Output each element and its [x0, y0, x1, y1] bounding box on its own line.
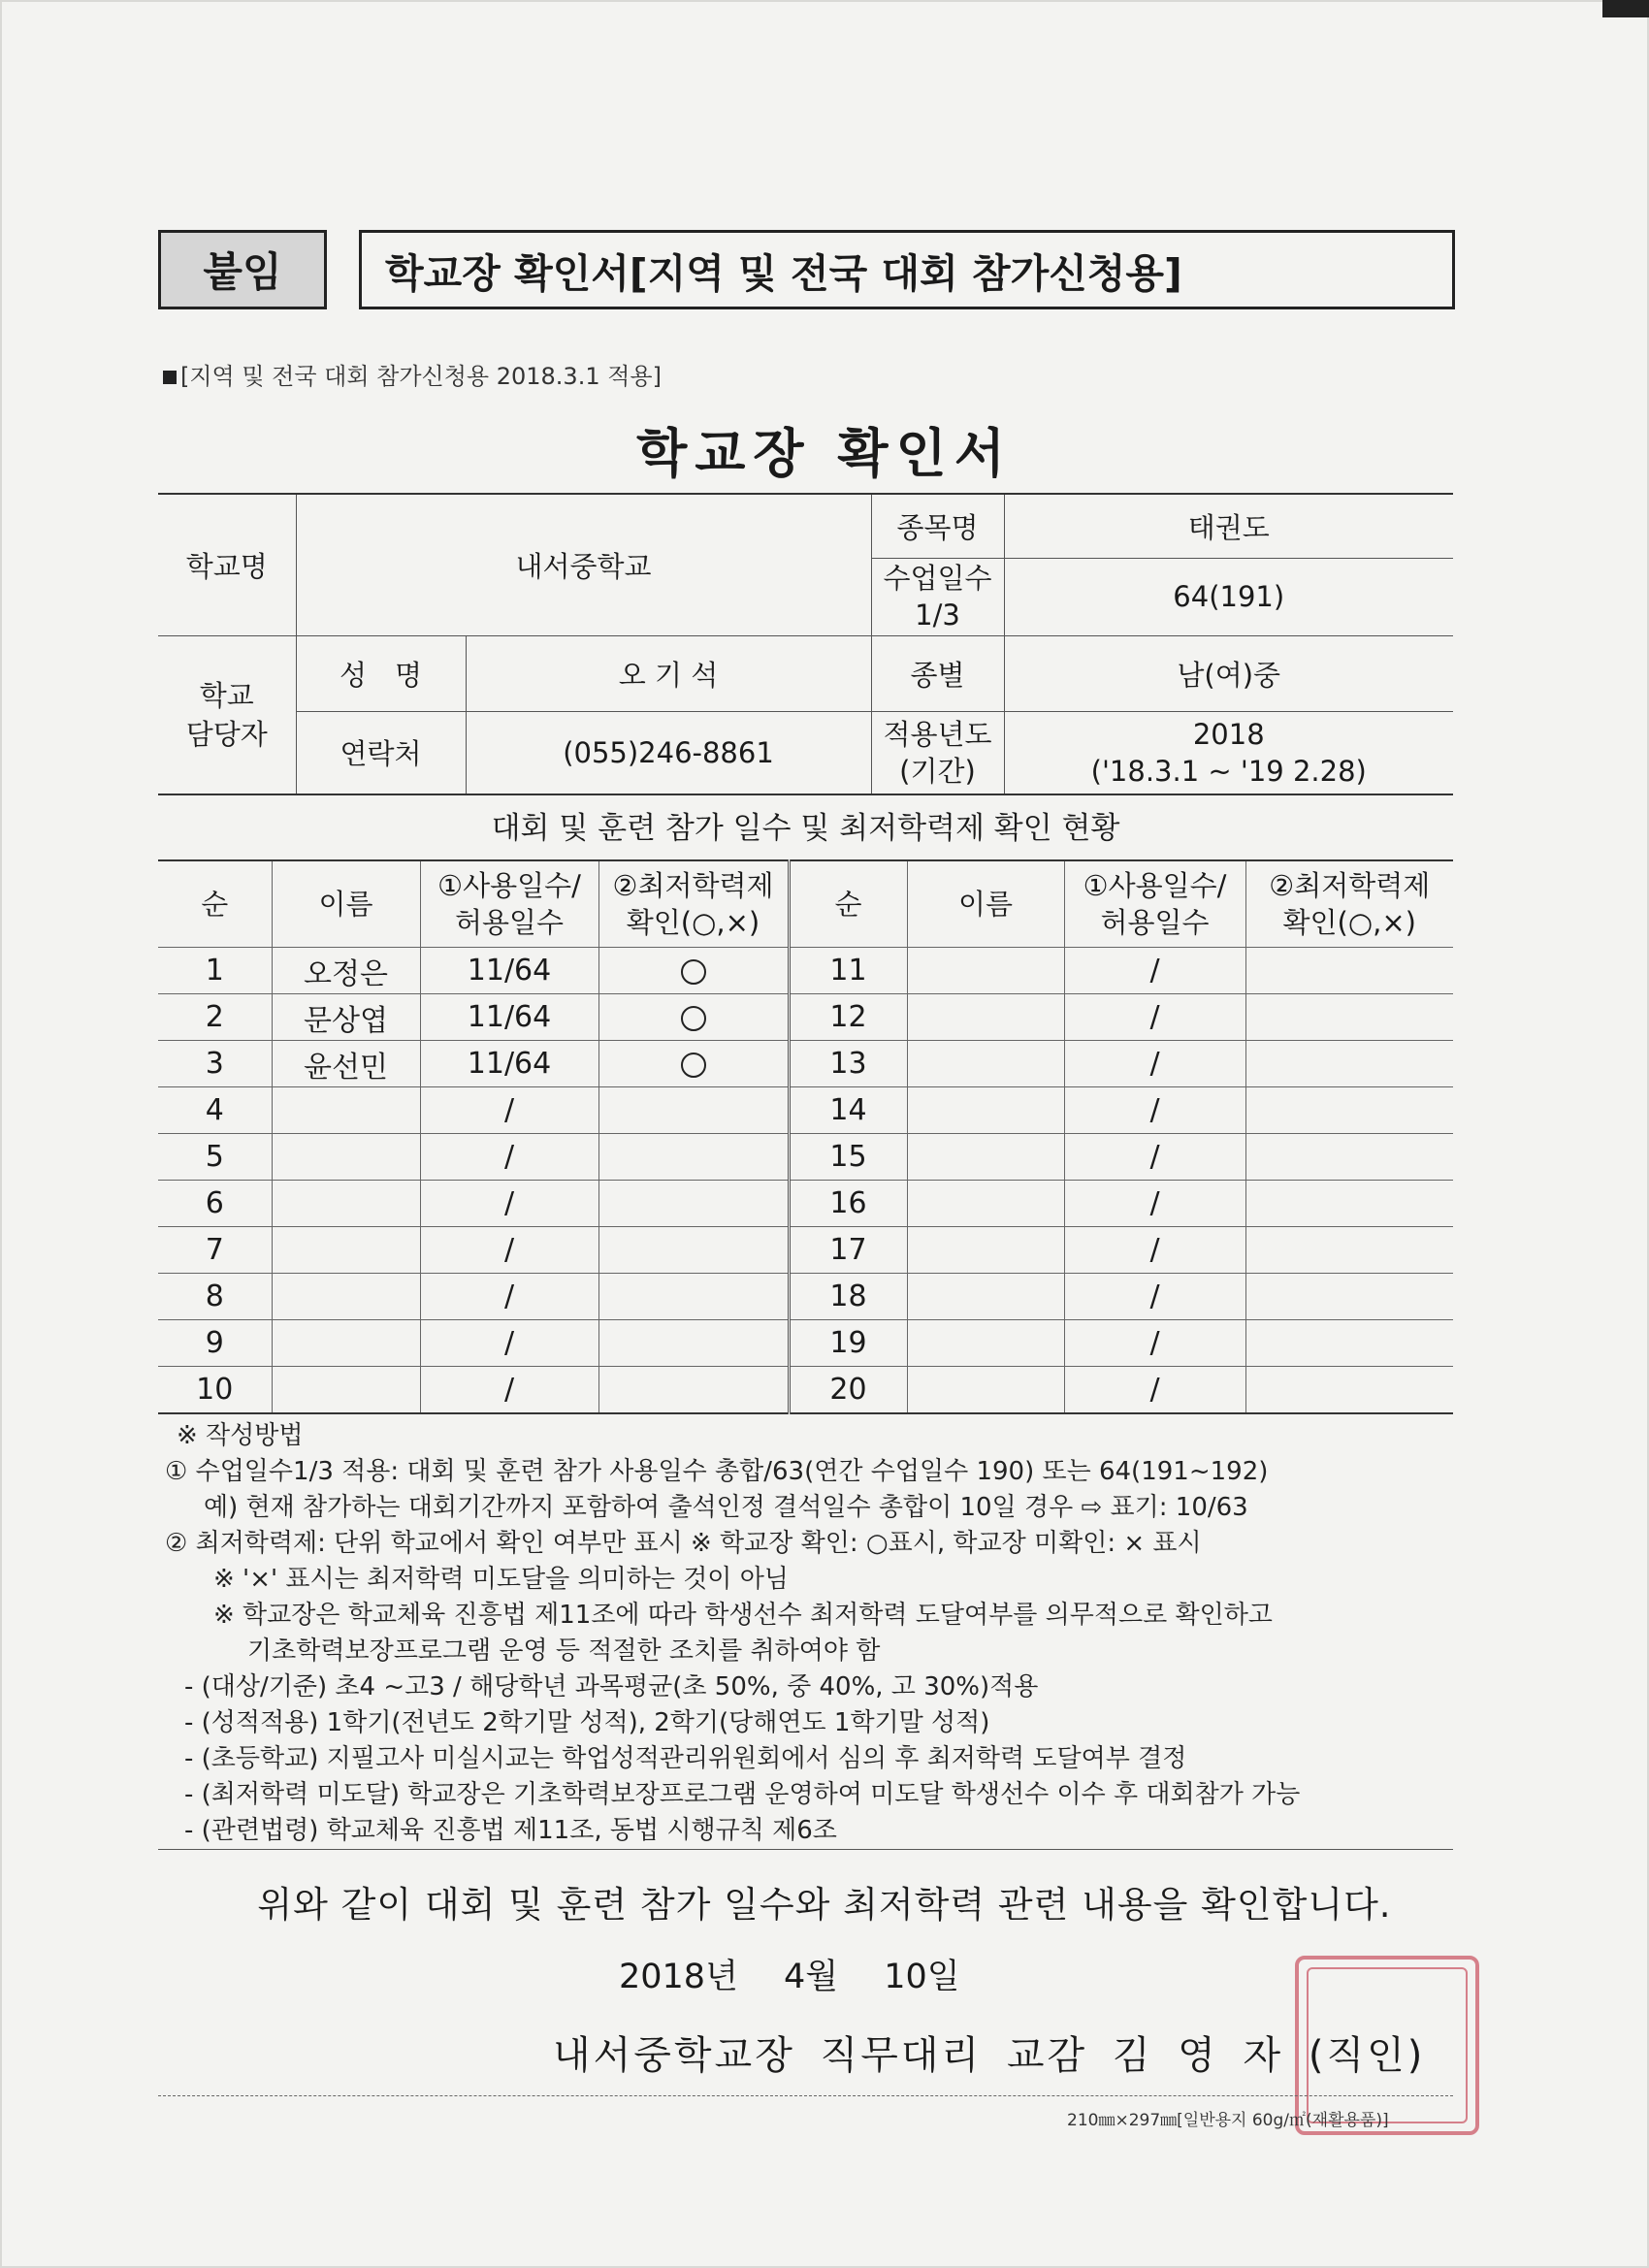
header-check-line2: 확인(○,×): [626, 906, 760, 939]
circle-check-icon: [681, 1053, 706, 1078]
attachment-tag: 붙임: [158, 230, 327, 309]
student-name-cell: [907, 1320, 1064, 1367]
days-used: /: [1149, 1186, 1160, 1220]
section-title: 대회 및 훈련 참가 일수 및 최저학력제 확인 현황: [491, 811, 1120, 846]
school-value: 내서중학교: [296, 494, 871, 635]
header-check-line1: ②최저학력제: [1269, 869, 1431, 902]
days-used: /: [1149, 1233, 1160, 1267]
min-academic-check-cell: [1245, 948, 1453, 994]
year-value: [1004, 711, 1453, 794]
days-used: /: [1149, 1093, 1160, 1127]
student-name: 오정은: [304, 956, 388, 991]
row-number: 19: [829, 1326, 867, 1360]
table-row: [158, 1087, 1453, 1134]
row-number: 9: [205, 1326, 224, 1360]
days-used: /: [503, 1233, 515, 1267]
days-used: /: [1149, 1000, 1160, 1034]
days-used-cell: [1064, 1134, 1245, 1181]
circle-check-icon: [681, 1006, 706, 1031]
note-item: ※ 학교장은 학교체육 진흥법 제11조에 따라 학생선수 최저학력 도달여부를 의무적으로 확인하고: [213, 1601, 1273, 1630]
row-number-cell: [158, 1041, 272, 1087]
row-number: 7: [205, 1233, 224, 1267]
instructions: [165, 1418, 1455, 1849]
note-item: 기초학력보장프로그램 운영 등 적절한 조치를 취하여야 함: [247, 1636, 881, 1666]
days-used-cell: [1064, 1041, 1245, 1087]
student-name-cell: [907, 994, 1064, 1041]
note-heading: ※ 작성방법: [177, 1421, 304, 1450]
days-used-cell: [1064, 1181, 1245, 1227]
days-used-cell: [420, 1227, 598, 1274]
contact-value: (055)246-8861: [466, 711, 871, 794]
min-academic-check-cell: [598, 1367, 789, 1414]
student-name-cell: [907, 948, 1064, 994]
row-number-cell: [789, 1367, 907, 1414]
min-academic-check-cell: [598, 1041, 789, 1087]
confirmation-statement: 위와 같이 대회 및 훈련 참가 일수와 최저학력 관련 내용을 확인합니다.: [257, 1884, 1392, 1926]
row-number: 6: [205, 1186, 224, 1220]
student-name-cell: [272, 1134, 420, 1181]
days-used-cell: [420, 1041, 598, 1087]
row-number: 10: [196, 1373, 234, 1407]
student-name-cell: [272, 1320, 420, 1367]
row-number-cell: [789, 1181, 907, 1227]
min-academic-check-cell: [598, 1134, 789, 1181]
year-label-line1: 적용년도: [883, 717, 992, 751]
square-bullet-icon: [163, 371, 177, 384]
row-number: 1: [205, 954, 224, 988]
days-used: /: [1149, 1280, 1160, 1313]
student-name-cell: [272, 948, 420, 994]
days-label-line1: 수업일수: [883, 562, 992, 595]
row-number-cell: [789, 1041, 907, 1087]
student-name-cell: [907, 1087, 1064, 1134]
note-item: 예) 현재 참가하는 대회기간까지 포함하여 출석인정 결석일수 총합이 10일 경우 ⇨ 표기: 10/63: [204, 1493, 1248, 1522]
row-number-cell: [158, 994, 272, 1041]
student-name-cell: [272, 1227, 420, 1274]
note-item: ※ '×' 표시는 최저학력 미도달을 의미하는 것이 아님: [213, 1565, 789, 1594]
note-item: - (초등학교) 지필고사 미실시교는 학업성적관리위원회에서 심의 후 최저학력 도달여부 결정: [184, 1744, 1187, 1773]
min-academic-check-cell: [598, 1181, 789, 1227]
days-label-line2: 1/3: [915, 599, 960, 632]
contact-label: 연락처: [296, 711, 466, 794]
gender-value: 남(여)중: [1004, 635, 1453, 711]
row-number-cell: [158, 1087, 272, 1134]
header-days-line2: 허용일수: [454, 906, 565, 939]
days-value: 64(191): [1004, 558, 1453, 635]
min-academic-check-cell: [1245, 994, 1453, 1041]
header-title: 학교장 확인서[지역 및 전국 대회 참가신청용]: [359, 230, 1455, 309]
days-used-cell: [1064, 948, 1245, 994]
row-number: 14: [829, 1093, 867, 1127]
header-days-line1: ①사용일수/: [1083, 869, 1227, 902]
note-item: - (성적적용) 1학기(전년도 2학기말 성적), 2학기(당해연도 1학기말 성적): [184, 1708, 990, 1737]
days-used: /: [503, 1373, 515, 1407]
gender-label: 종별: [871, 635, 1004, 711]
student-name-cell: [272, 1181, 420, 1227]
min-academic-check-cell: [598, 948, 789, 994]
year-label: [871, 711, 1004, 794]
row-number-cell: [789, 1087, 907, 1134]
min-academic-check-cell: [1245, 1087, 1453, 1134]
days-used-cell: [420, 1087, 598, 1134]
days-used: /: [503, 1326, 515, 1360]
row-number-cell: [158, 1320, 272, 1367]
student-name: 윤선민: [304, 1050, 388, 1085]
row-number-cell: [789, 948, 907, 994]
header-check-right: [1245, 860, 1453, 948]
name-value: 오 기 석: [466, 635, 871, 711]
days-used-cell: [420, 1181, 598, 1227]
min-academic-check-cell: [1245, 1227, 1453, 1274]
min-academic-check-cell: [598, 1320, 789, 1367]
student-name-cell: [907, 1041, 1064, 1087]
days-used: /: [1149, 1140, 1160, 1174]
staff-label: [158, 635, 296, 794]
table-row: [158, 1367, 1453, 1414]
min-academic-check-cell: [598, 1274, 789, 1320]
days-used-cell: [420, 1367, 598, 1414]
document-title: 학교장 확인서: [636, 423, 1013, 484]
days-label: [871, 558, 1004, 635]
student-name-cell: [907, 1134, 1064, 1181]
row-number-cell: [158, 948, 272, 994]
student-name-cell: [907, 1181, 1064, 1227]
student-name-cell: [272, 1087, 420, 1134]
days-used-cell: [1064, 994, 1245, 1041]
row-number-cell: [158, 1274, 272, 1320]
header-days-right: [1064, 860, 1245, 948]
table-row: [158, 1227, 1453, 1274]
row-number-cell: [789, 1227, 907, 1274]
table-row: [158, 1134, 1453, 1181]
student-name: 문상엽: [304, 1003, 388, 1038]
header-name-left: 이름: [272, 860, 420, 948]
header-no-left: 순: [158, 860, 272, 948]
scan-corner-mark: [1602, 0, 1649, 17]
student-name-cell: [907, 1367, 1064, 1414]
year-label-line2: (기간): [899, 754, 976, 788]
row-number: 4: [205, 1093, 224, 1127]
school-label: 학교명: [158, 494, 296, 635]
min-academic-check-cell: [1245, 1274, 1453, 1320]
note-item: - (최저학력 미도달) 학교장은 기초학력보장프로그램 운영하여 미도달 학생선수 이수 후 대회참가 가능: [184, 1780, 1301, 1809]
table-row: [158, 1181, 1453, 1227]
row-number-cell: [789, 994, 907, 1041]
header-days-line2: 허용일수: [1100, 906, 1210, 939]
info-table: [158, 493, 1453, 795]
header-name-right: 이름: [907, 860, 1064, 948]
min-academic-check-cell: [1245, 1367, 1453, 1414]
row-number: 20: [829, 1373, 867, 1407]
row-number: 8: [205, 1280, 224, 1313]
note-item: - (대상/기준) 초4 ~고3 / 해당학년 과목평균(초 50%, 중 40%, 고 30%)적용: [184, 1672, 1039, 1701]
row-number-cell: [158, 1134, 272, 1181]
issue-date: 2018년 4월 10일: [619, 1958, 960, 1996]
days-used-cell: [420, 948, 598, 994]
header-check-left: [598, 860, 789, 948]
days-used-cell: [1064, 1320, 1245, 1367]
days-used: /: [503, 1140, 515, 1174]
row-number: 17: [829, 1233, 867, 1267]
table-row: [158, 994, 1453, 1041]
table-row: [158, 1041, 1453, 1087]
year-value-line2: ('18.3.1 ~ '19 2.28): [1090, 754, 1367, 788]
notes-divider: [158, 1849, 1453, 1850]
days-used-cell: [420, 994, 598, 1041]
name-label: 성 명: [296, 635, 466, 711]
student-name-cell: [272, 1367, 420, 1414]
row-number-cell: [158, 1227, 272, 1274]
min-academic-check-cell: [598, 1087, 789, 1134]
sport-label: 종목명: [871, 494, 1004, 558]
days-used: 11/64: [467, 1047, 552, 1081]
table-row: [158, 1320, 1453, 1367]
header-check-line2: 확인(○,×): [1282, 906, 1416, 939]
footer-divider: [158, 2095, 1453, 2096]
row-number: 16: [829, 1186, 867, 1220]
form-subnote: [163, 357, 662, 391]
min-academic-check-cell: [598, 994, 789, 1041]
row-number-cell: [158, 1181, 272, 1227]
days-used: /: [1149, 1326, 1160, 1360]
days-used-cell: [420, 1274, 598, 1320]
row-number-cell: [789, 1134, 907, 1181]
days-used-cell: [1064, 1087, 1245, 1134]
min-academic-check-cell: [1245, 1181, 1453, 1227]
student-name-cell: [272, 1041, 420, 1087]
min-academic-check-cell: [1245, 1041, 1453, 1087]
days-used: /: [1149, 1047, 1160, 1081]
note-item: ② 최저학력제: 단위 학교에서 확인 여부만 표시 ※ 학교장 확인: ○표시, 학교장 미확인: × 표시: [165, 1529, 1202, 1558]
table-row: [158, 948, 1453, 994]
signer-line: 내서중학교장 직무대리 교감 김 영 자 (직인): [553, 2033, 1426, 2078]
note-item: ① 수업일수1/3 적용: 대회 및 훈련 참가 사용일수 총합/63(연간 수업일수 190) 또는 64(191~192): [165, 1457, 1269, 1486]
row-number-cell: [158, 1367, 272, 1414]
days-used: 11/64: [467, 1000, 552, 1034]
header-days-left: [420, 860, 598, 948]
student-name-cell: [272, 1274, 420, 1320]
days-used: /: [1149, 954, 1160, 988]
sport-value: 태권도: [1004, 494, 1453, 558]
row-number-cell: [789, 1320, 907, 1367]
roster-body: [158, 948, 1453, 1414]
header-no-right: 순: [789, 860, 907, 948]
student-name-cell: [907, 1274, 1064, 1320]
days-used: /: [1149, 1373, 1160, 1407]
min-academic-check-cell: [1245, 1134, 1453, 1181]
staff-label-line2: 담당자: [185, 717, 268, 751]
note-item: - (관련법령) 학교체육 진흥법 제11조, 동법 시행규칙 제6조: [184, 1816, 837, 1845]
min-academic-check-cell: [1245, 1320, 1453, 1367]
year-value-line1: 2018: [1192, 717, 1265, 751]
row-number: 2: [205, 1000, 224, 1034]
staff-label-line1: 학교: [199, 678, 254, 712]
row-number-cell: [789, 1274, 907, 1320]
paper-spec: 210㎜×297㎜[일반용지 60g/㎡(재활용품)]: [1067, 2111, 1389, 2130]
header-check-line1: ②최저학력제: [612, 869, 774, 902]
days-used: /: [503, 1093, 515, 1127]
days-used-cell: [420, 1134, 598, 1181]
row-number: 15: [829, 1140, 867, 1174]
student-name-cell: [272, 994, 420, 1041]
days-used-cell: [1064, 1227, 1245, 1274]
days-used: /: [503, 1186, 515, 1220]
row-number: 18: [829, 1280, 867, 1313]
roster-table: [158, 859, 1453, 1414]
days-used-cell: [420, 1320, 598, 1367]
days-used-cell: [1064, 1367, 1245, 1414]
subnote-text: [지역 및 전국 대회 참가신청용 2018.3.1 적용]: [180, 363, 662, 390]
header-days-line1: ①사용일수/: [437, 869, 581, 902]
min-academic-check-cell: [598, 1227, 789, 1274]
table-row: [158, 1274, 1453, 1320]
days-used: 11/64: [467, 954, 552, 988]
days-used-cell: [1064, 1274, 1245, 1320]
row-number: 3: [205, 1047, 224, 1081]
row-number: 12: [829, 1000, 867, 1034]
row-number: 11: [829, 954, 867, 988]
circle-check-icon: [681, 959, 706, 985]
days-used: /: [503, 1280, 515, 1313]
row-number: 5: [205, 1140, 224, 1174]
student-name-cell: [907, 1227, 1064, 1274]
row-number: 13: [829, 1047, 867, 1081]
